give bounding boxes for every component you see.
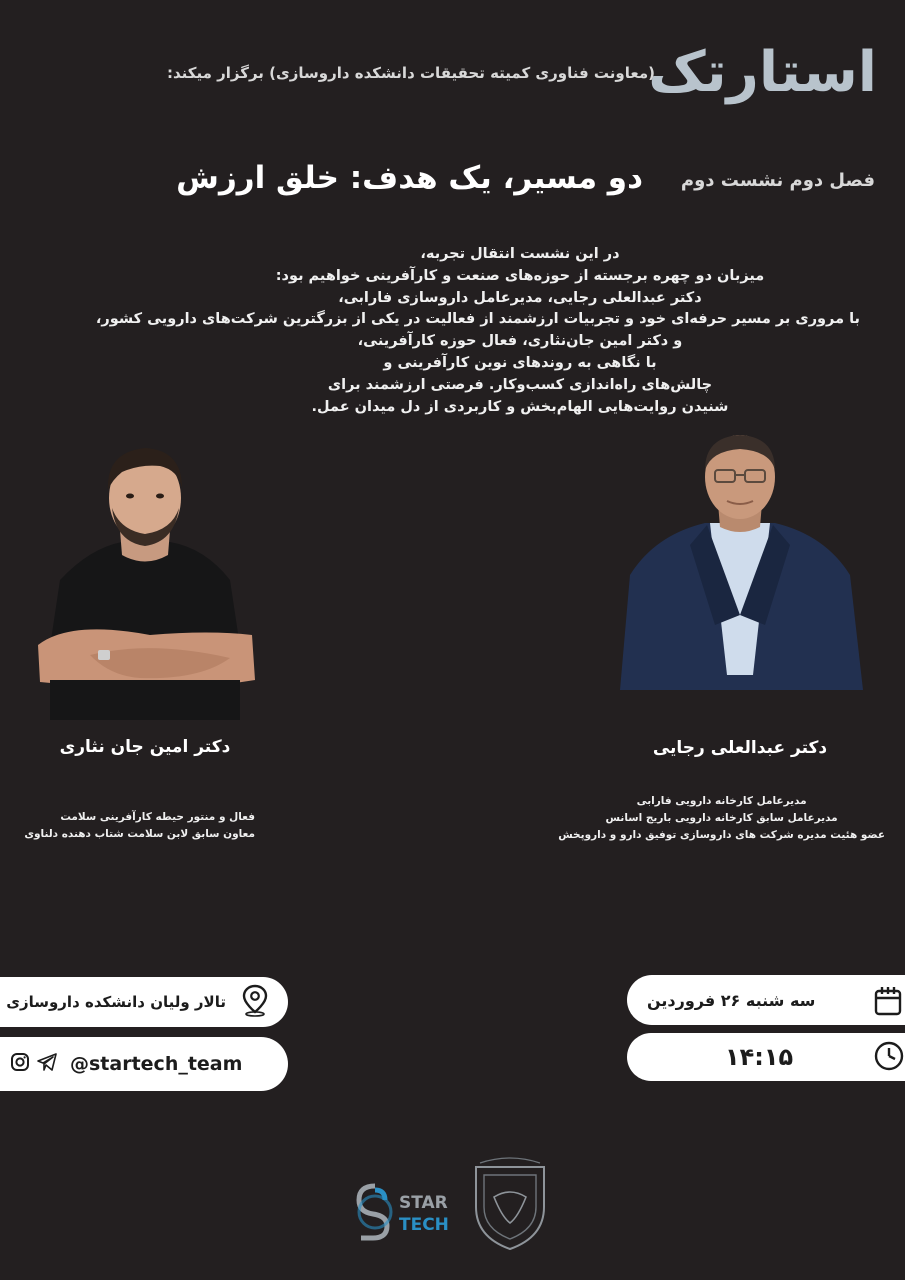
speaker-right-photo xyxy=(615,425,865,690)
social-handle[interactable]: @startech_team xyxy=(70,1053,243,1075)
intro-line: دکتر عبدالعلی رجایی، مدیرعامل داروسازی فارابی، xyxy=(338,289,702,306)
date-text: سه شنبه ۲۶ فروردین xyxy=(647,990,816,1010)
session-label: فصل دوم نشست دوم xyxy=(680,170,875,191)
startech-logo-line1: STAR xyxy=(399,1193,448,1213)
startech-logo-line2: TECH xyxy=(399,1215,449,1235)
role-line: مدیرعامل کارخانه دارویی فارابی xyxy=(636,795,807,807)
intro-paragraph xyxy=(95,244,860,418)
intro-line: شنیدن روایت‌هایی الهام‌بخش و کاربردی از دل میدان عمل. xyxy=(311,398,729,415)
intro-line: و دکتر امین جان‌نثاری، فعال حوزه کارآفرینی، xyxy=(357,333,683,350)
speaker-left-photo xyxy=(30,430,260,720)
event-title: دو مسیر، یک هدف: خلق ارزش xyxy=(176,160,643,196)
role-line: معاون سابق لابن سلامت شتاب دهنده دلناوی xyxy=(24,828,255,840)
telegram-icon[interactable] xyxy=(36,1052,58,1076)
organizer-text: (معاونت فناوری کمیته تحقیقات دانشکده داروسازی) برگزار میکند: xyxy=(166,64,655,82)
instagram-icon[interactable] xyxy=(10,1052,30,1076)
speaker-left-name: دکتر امین جان نثاری xyxy=(59,737,231,757)
time-pill xyxy=(627,1033,905,1081)
intro-line: در این نشست انتقال تجربه، xyxy=(420,246,620,262)
time-text: ۱۴:۱۵ xyxy=(725,1043,794,1071)
location-pin-icon xyxy=(240,983,270,1021)
clock-icon xyxy=(873,1040,905,1076)
speaker-left-roles xyxy=(24,809,255,843)
venue-text: تالار ولیان دانشکده داروسازی xyxy=(6,993,226,1011)
role-line: عضو هئیت مدیره شرکت های داروسازی توفیق دارو و داروپخش xyxy=(558,829,885,841)
speaker-right-roles xyxy=(558,793,885,844)
intro-line: چالش‌های راه‌اندازی کسب‌وکار. فرصتی ارزشمند برای xyxy=(327,376,713,393)
venue-pill xyxy=(0,977,288,1027)
role-line: مدیرعامل سابق کارخانه دارویی باریج اسانس xyxy=(605,812,838,824)
speaker-right-name: دکتر عبدالعلی رجایی xyxy=(652,738,828,758)
brand-title: استارتک xyxy=(648,40,877,105)
calendar-icon xyxy=(873,985,903,1021)
date-pill xyxy=(627,975,905,1025)
intro-line: با مروری بر مسیر حرفه‌ای خود و تجربیات ارزشمند از فعالیت در یکی از بزرگترین شرکت‌های دارویی کشور، xyxy=(95,311,860,328)
intro-line: با نگاهی به روندهای نوین کارآفرینی و xyxy=(383,354,657,371)
role-line: فعال و منتور حیطه کارآفرینی سلامت xyxy=(60,811,255,823)
university-seal-logo xyxy=(470,1157,550,1252)
social-pill xyxy=(0,1037,288,1091)
intro-line: میزبان دو چهره برجسته از حوزه‌های صنعت و کارآفرینی خواهیم بود: xyxy=(275,267,765,284)
startech-logo xyxy=(355,1178,465,1248)
